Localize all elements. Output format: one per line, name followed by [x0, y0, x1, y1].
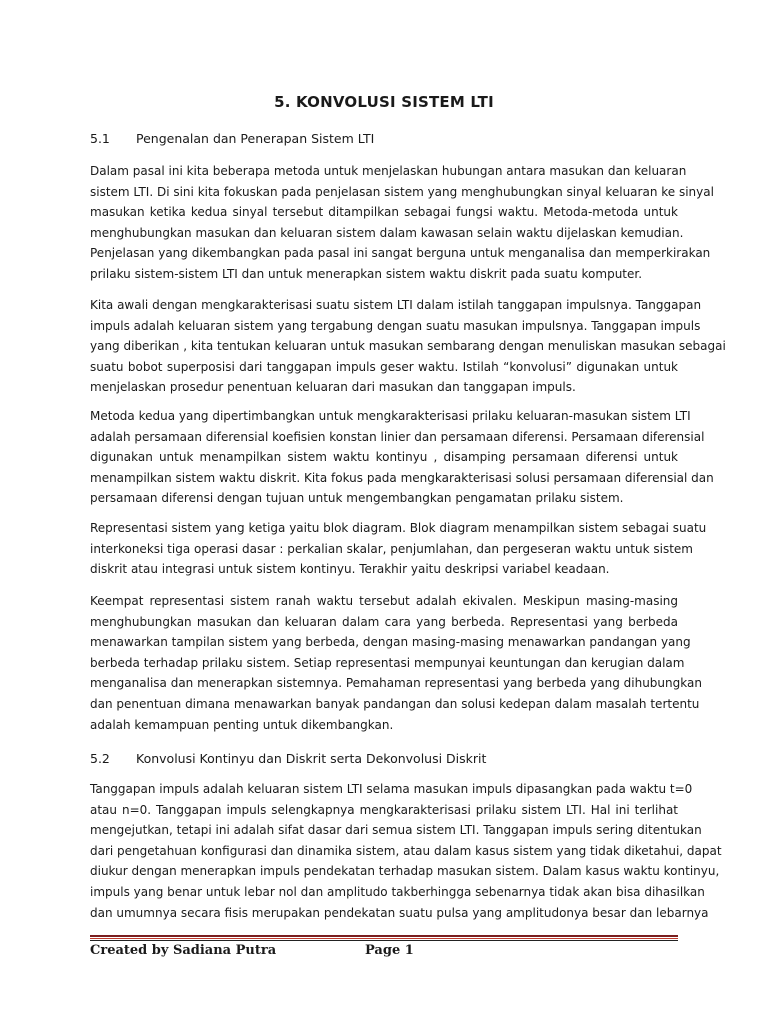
paragraph-line: impuls yang benar untuk lebar nol dan amplitudo takberhingga sebenarnya tidak akan bisa dihasilkan — [90, 884, 705, 899]
paragraph-line: menghubungkan masukan dan keluaran sistem dalam kawasan selain waktu dijelaskan kemudian. — [90, 225, 684, 240]
section-title: Konvolusi Kontinyu dan Diskrit serta Dekonvolusi Diskrit — [136, 751, 487, 766]
footer-rule-middle — [90, 938, 678, 939]
paragraph-line: dan penentuan dimana menawarkan banyak pandangan dan solusi kedepan dalam masalah tertentu — [90, 696, 700, 711]
section-title: Pengenalan dan Penerapan Sistem LTI — [136, 131, 375, 146]
paragraph-line: Tanggapan impuls adalah keluaran sistem LTI selama masukan impuls dipasangkan pada waktu t=0 — [90, 782, 693, 796]
paragraph-line: menghubungkan masukan dan keluaran dalam cara yang berbeda. Representasi yang berbeda — [90, 614, 678, 629]
paragraph-line: sistem LTI. Di sini kita fokuskan pada penjelasan sistem yang menghubungkan sinyal keluaran ke sinyal — [90, 184, 714, 199]
paragraph-line: atau n=0. Tanggapan impuls selengkapnya mengkarakterisasi prilaku sistem LTI. Hal ini terlihat — [90, 802, 678, 817]
paragraph-line: berbeda terhadap prilaku sistem. Setiap representasi mempunyai keuntungan dan kerugian dalam — [90, 655, 685, 670]
paragraph-line: Representasi sistem yang ketiga yaitu blok diagram. Blok diagram menampilkan sistem sebagai suatu — [90, 521, 707, 535]
paragraph-line: adalah persamaan diferensial koefisien konstan linier dan persamaan diferensi. Persamaan diferensial — [90, 429, 705, 444]
paragraph-line: menjelaskan prosedur penentuan keluaran dari masukan dan tanggapan impuls. — [90, 380, 576, 395]
paragraph-line: mengejutkan, tetapi ini adalah sifat dasar dari semua sistem LTI. Tanggapan impuls sering ditentukan — [90, 823, 702, 838]
paragraph-5 — [90, 591, 702, 735]
paragraph-line: Dalam pasal ini kita beberapa metoda untuk menjelaskan hubungan antara masukan dan keluaran — [90, 164, 687, 178]
paragraph-line: dari pengetahuan konfigurasi dan dinamika sistem, atau dalam kasus sistem yang tidak diketahui, dapat — [90, 843, 722, 858]
paragraph-line: Penjelasan yang dikembangkan pada pasal ini sangat berguna untuk menganalisa dan memperkirakan — [90, 246, 711, 261]
section-heading-5-1 — [90, 131, 374, 146]
document-title: 5. KONVOLUSI SISTEM LTI — [274, 93, 494, 111]
paragraph-line: menganalisa dan menerapkan sistemnya. Pemahaman representasi yang berbeda yang dihubungkan — [90, 676, 702, 691]
paragraph-line: impuls adalah keluaran sistem yang tergabung dengan suatu masukan impulsnya. Tanggapan impuls — [90, 318, 701, 333]
paragraph-line: adalah kemampuan penting untuk dikembangkan. — [90, 717, 394, 732]
paragraph-line: Kita awali dengan mengkarakterisasi suatu sistem LTI dalam istilah tanggapan impulsnya. Tanggapan — [90, 298, 702, 312]
paragraph-1 — [90, 161, 714, 285]
paragraph-line: prilaku sistem-sistem LTI dan untuk menerapkan sistem waktu diskrit pada suatu komputer. — [90, 266, 643, 281]
paragraph-line: digunakan untuk menampilkan sistem waktu kontinyu , disamping persamaan diferensi untuk — [90, 450, 678, 465]
paragraph-3 — [90, 406, 714, 509]
paragraph-line: persamaan diferensi dengan tujuan untuk mengembangkan pengamatan prilaku sistem. — [90, 491, 624, 506]
paragraph-line: Metoda kedua yang dipertimbangkan untuk mengkarakterisasi prilaku keluaran-masukan sistem LTI — [90, 409, 691, 423]
paragraph-line: interkoneksi tiga operasi dasar : perkalian skalar, penjumlahan, dan pergeseran waktu untuk sistem — [90, 541, 693, 556]
paragraph-line: suatu bobot superposisi dari tanggapan impuls geser waktu. Istilah “konvolusi” digunakan untuk — [90, 359, 678, 374]
paragraph-line: menawarkan tampilan sistem yang berbeda, dengan masing-masing menawarkan pandangan yang — [90, 635, 691, 650]
paragraph-line: Keempat representasi sistem ranah waktu tersebut adalah ekivalen. Meskipun masing-masing — [90, 594, 678, 608]
paragraph-2 — [90, 295, 726, 398]
footer-page-number: Page 1 — [365, 943, 414, 958]
paragraph-6 — [90, 779, 722, 923]
paragraph-line: diskrit atau integrasi untuk sistem kontinyu. Terakhir yaitu deskripsi variabel keadaan. — [90, 562, 610, 577]
paragraph-4 — [90, 518, 707, 580]
paragraph-line: diukur dengan menerapkan impuls pendekatan terhadap masukan sistem. Dalam kasus waktu kontinyu, — [90, 864, 720, 879]
paragraph-line: menampilkan sistem waktu diskrit. Kita fokus pada mengkarakterisasi solusi persamaan diferensial dan — [90, 470, 714, 485]
footer-rule-top — [90, 935, 678, 937]
paragraph-line: dan umumnya secara fisis merupakan pendekatan suatu pulsa yang amplitudonya besar dan lebarnya — [90, 905, 709, 920]
section-number: 5.2 — [90, 751, 110, 766]
section-number: 5.1 — [90, 131, 110, 146]
paragraph-line: masukan ketika kedua sinyal tersebut ditampilkan sebagai fungsi waktu. Metoda-metoda untuk — [90, 205, 678, 220]
footer-rule-bottom — [90, 940, 678, 941]
paragraph-line: yang diberikan , kita tentukan keluaran untuk masukan sembarang dengan menuliskan masukan sebagai — [90, 339, 726, 354]
footer-author: Created by Sadiana Putra — [90, 943, 277, 958]
section-heading-5-2 — [90, 751, 486, 766]
